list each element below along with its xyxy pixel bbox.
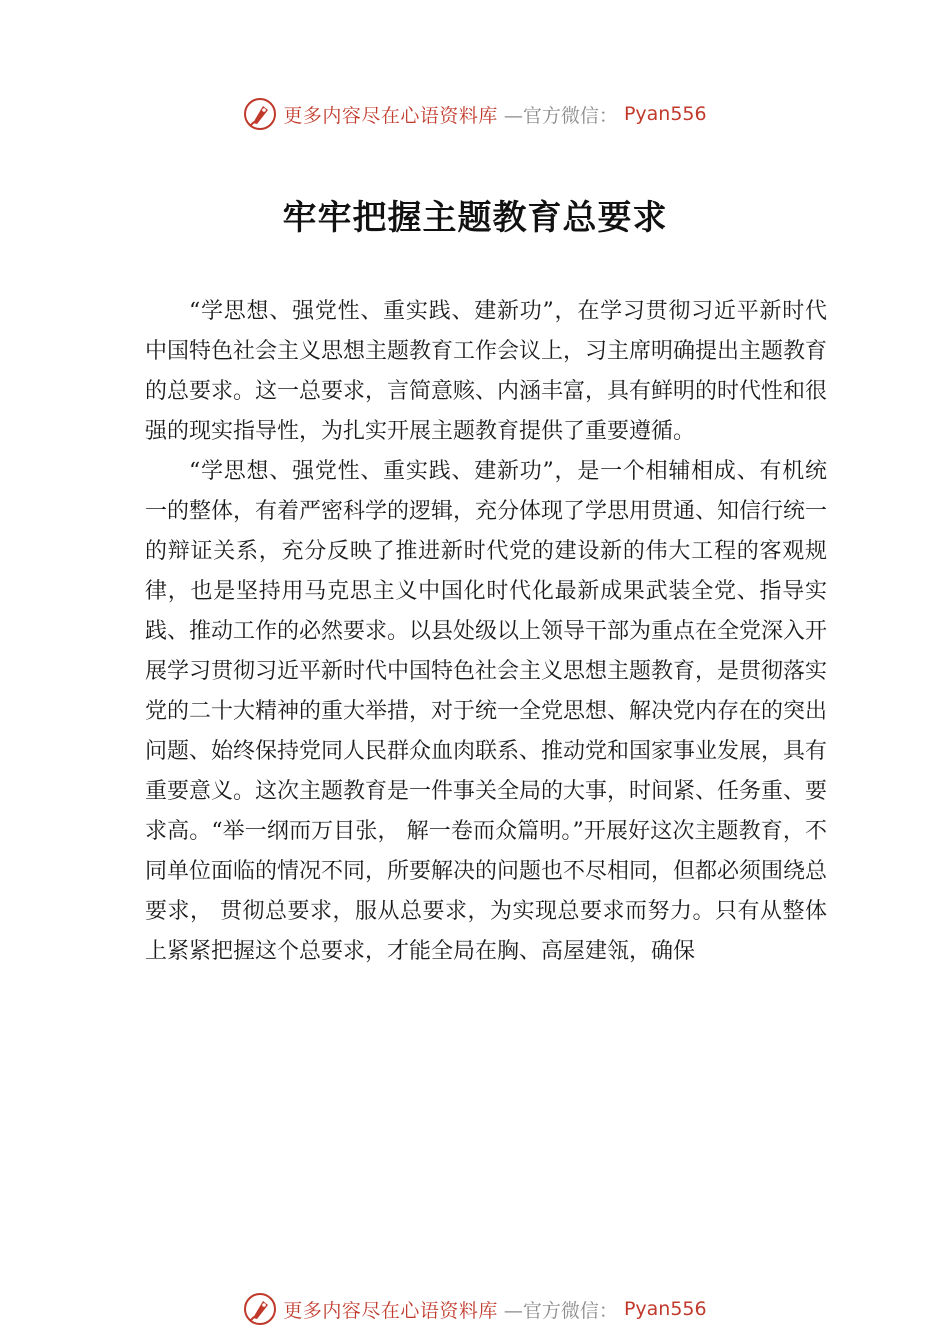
wechat-id: Pyan556 [623, 103, 707, 125]
document-body [145, 292, 827, 972]
header-banner [0, 94, 950, 134]
pen-nib-logo-icon [243, 97, 277, 131]
document-title: 牢牢把握主题教育总要求 [282, 198, 668, 238]
banner-text: 更多内容尽在心语资料库 [283, 104, 498, 127]
paragraph-1: “学思想、强党性、重实践、建新功”，在学习贯彻习近平新时代中国特色社会主义思想主题教育工作会议上，习主席明确提出主题教育的总要求。这一总要求，言简意赅、内涵丰富，具有鲜明的时代性和很强的现实指导性，为扎实开展主题教育提供了重要遵循。 [145, 299, 828, 444]
banner-text: 更多内容尽在心语资料库 [283, 1299, 498, 1322]
banner-separator: —官方微信： [503, 104, 618, 127]
banner-separator: —官方微信： [503, 1299, 618, 1322]
paragraph-2: “学思想、强党性、重实践、建新功”，是一个相辅相成、有机统一的整体，有着严密科学的逻辑，充分体现了学思用贯通、知信行统一的辩证关系，充分反映了推进新时代党的建设新的伟大工程的客观规律，也是坚持用马克思主义中国化时代化最新成果武装全党、指导实践、推动工作的必然要求。以县处级以上领导干部为重点在全党深入开展学习贯彻习近平新时代中国特色社会主义思想主题教育，是贯彻落实党的二十大精神的重大举措，对于统一全党思想、解决党内存在的突出问题、始终保持党同人民群众血肉联系、推动党和国家事业发展，具有重要意义。这次主题教育是一件事关全局的大事，时间紧、任务重、要求高。“举一纲而万目张， 解一卷而众篇明。”开展好这次主题教育，不同单位面临的情况不同，所要解决的问题也不尽相同，但都必须围绕总要求， 贯彻总要求，服从总要求，为实现总要求而努力。只有从整体上紧紧把握这个总要求，才能全局在胸、高屋建瓴，确保 [145, 459, 828, 964]
wechat-id: Pyan556 [623, 1298, 707, 1320]
footer-banner [0, 1289, 950, 1329]
pen-nib-logo-icon [243, 1292, 277, 1326]
